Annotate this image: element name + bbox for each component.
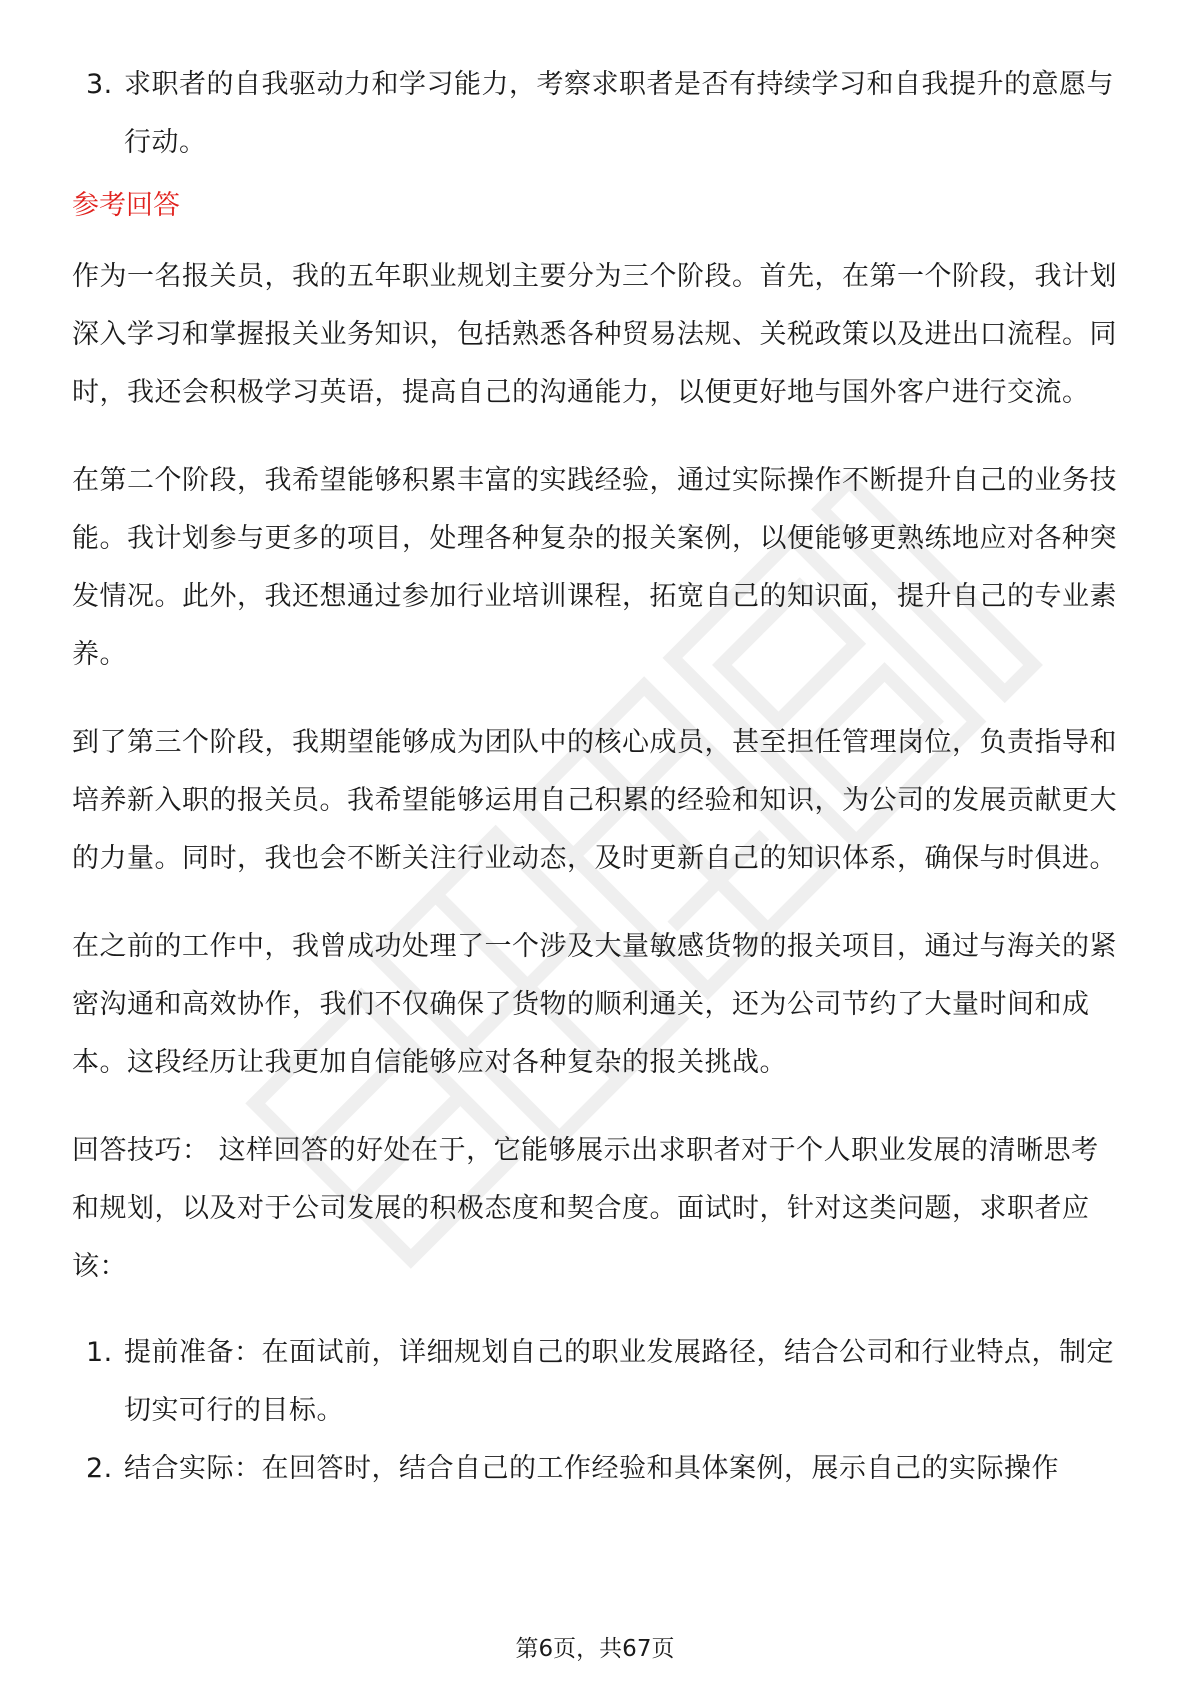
list-number: 2. [86, 1453, 113, 1484]
tips-list [72, 1324, 1122, 1498]
list-item [72, 56, 1122, 172]
answer-paragraph-4: 在之前的工作中，我曾成功处理了一个涉及大量敏感货物的报关项目，通过与海关的紧密沟通和高效协作，我们不仅确保了货物的顺利通关，还为公司节约了大量时间和成本。这段经历让我更加自信能够应对各种复杂的报关挑战。 [72, 931, 1117, 1078]
list-text: 提前准备：在面试前，详细规划自己的职业发展路径，结合公司和行业特点，制定切实可行的目标。 [124, 1337, 1114, 1426]
list-item [72, 1440, 1122, 1498]
section-heading: 参考回答 [72, 190, 180, 221]
intro-list [72, 56, 1122, 172]
list-item [72, 1324, 1122, 1440]
page-footer: 第6页，共67页 [515, 1636, 675, 1662]
answer-paragraph-2: 在第二个阶段，我希望能够积累丰富的实践经验，通过实际操作不断提升自己的业务技能。我计划参与更多的项目，处理各种复杂的报关案例，以便能够更熟练地应对各种突发情况。此外，我还想通过参加行业培训课程，拓宽自己的知识面，提升自己的专业素养。 [72, 465, 1117, 670]
list-number: 1. [86, 1337, 113, 1368]
list-text: 结合实际：在回答时，结合自己的工作经验和具体案例，展示自己的实际操作 [124, 1453, 1059, 1484]
answer-paragraph-1: 作为一名报关员，我的五年职业规划主要分为三个阶段。首先，在第一个阶段，我计划深入学习和掌握报关业务知识，包括熟悉各种贸易法规、关税政策以及进出口流程。同时，我还会积极学习英语，提高自己的沟通能力，以便更好地与国外客户进行交流。 [72, 261, 1117, 408]
answer-paragraph-3: 到了第三个阶段，我期望能够成为团队中的核心成员，甚至担任管理岗位，负责指导和培养新入职的报关员。我希望能够运用自己积累的经验和知识，为公司的发展贡献更大的力量。同时，我也会不断关注行业动态，及时更新自己的知识体系，确保与时俱进。 [72, 727, 1117, 874]
list-number: 3. [86, 69, 113, 100]
document-content [72, 56, 1122, 1498]
tips-paragraph: 回答技巧： 这样回答的好处在于，它能够展示出求职者对于个人职业发展的清晰思考和规划，以及对于公司发展的积极态度和契合度。面试时，针对这类问题，求职者应该： [72, 1135, 1099, 1282]
list-text: 求职者的自我驱动力和学习能力，考察求职者是否有持续学习和自我提升的意愿与行动。 [124, 69, 1114, 158]
